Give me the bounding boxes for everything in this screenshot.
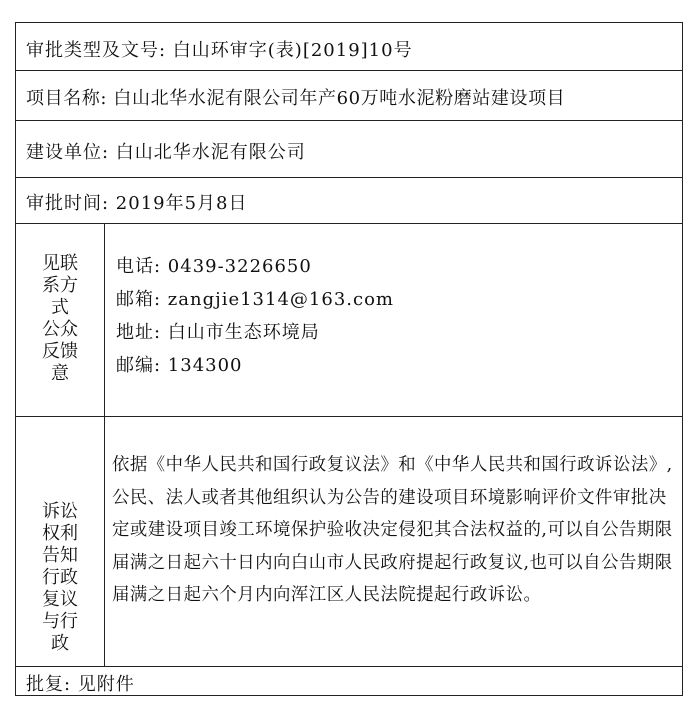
litigation-label-line: 复议 (42, 589, 78, 610)
litigation-label-line: 行政 (42, 567, 78, 588)
project-name-row (16, 71, 682, 121)
litigation-label-cell (16, 417, 105, 666)
feedback-row (16, 224, 682, 417)
contact-info (116, 250, 394, 382)
postcode-text: 邮编: 134300 (116, 355, 243, 376)
litigation-label-line: 与行 (42, 611, 78, 632)
approval-type-row (16, 23, 682, 71)
litigation-label-line: 权利 (42, 523, 78, 544)
litigation-label (16, 501, 104, 655)
feedback-label-cell (16, 224, 105, 416)
litigation-label-line: 诉讼 (42, 501, 78, 522)
address-text: 地址: 白山市生态环境局 (116, 322, 320, 343)
approval-type-text: 审批类型及文号: 白山环审字(表)[2019]10号 (26, 40, 413, 61)
feedback-label-line: 见联 (42, 253, 78, 274)
litigation-label-line: 政 (51, 633, 69, 654)
litigation-label-line: 告知 (42, 545, 78, 566)
reply-row (16, 667, 682, 697)
feedback-label (16, 253, 104, 385)
construction-unit-text: 建设单位: 白山北华水泥有限公司 (26, 142, 306, 163)
approval-date-text: 审批时间: 2019年5月8日 (26, 193, 248, 214)
construction-unit-row (16, 121, 682, 178)
approval-notice-table (15, 22, 683, 696)
litigation-paragraph: 依据《中华人民共和国行政复议法》和《中华人民共和国行政诉讼法》,公民、法人或者其他组织认为公告的建设项目环境影响评价文件审批决定或建设项目竣工环境保护验收决定侵犯其合法权益的,可以自公告期限届满之日起六十日内向白山市人民政府提起行政复议,也可以自公告期限届满之日起六个月内向浑江区人民法院提起行政诉讼。 (112, 455, 673, 605)
litigation-row (16, 417, 682, 667)
feedback-label-line: 式 (51, 297, 69, 318)
reply-text: 批复: 见附件 (26, 674, 135, 695)
email-text: 邮箱: zangjie1314@163.com (116, 289, 394, 310)
approval-date-row (16, 178, 682, 224)
project-name-text: 项目名称: 白山北华水泥有限公司年产60万吨水泥粉磨站建设项目 (26, 88, 566, 109)
feedback-label-line: 反馈 (42, 341, 78, 362)
phone-text: 电话: 0439-3226650 (116, 256, 312, 277)
feedback-label-line: 系方 (42, 275, 78, 296)
feedback-label-line: 意 (51, 363, 69, 384)
feedback-label-line: 公众 (42, 319, 78, 340)
